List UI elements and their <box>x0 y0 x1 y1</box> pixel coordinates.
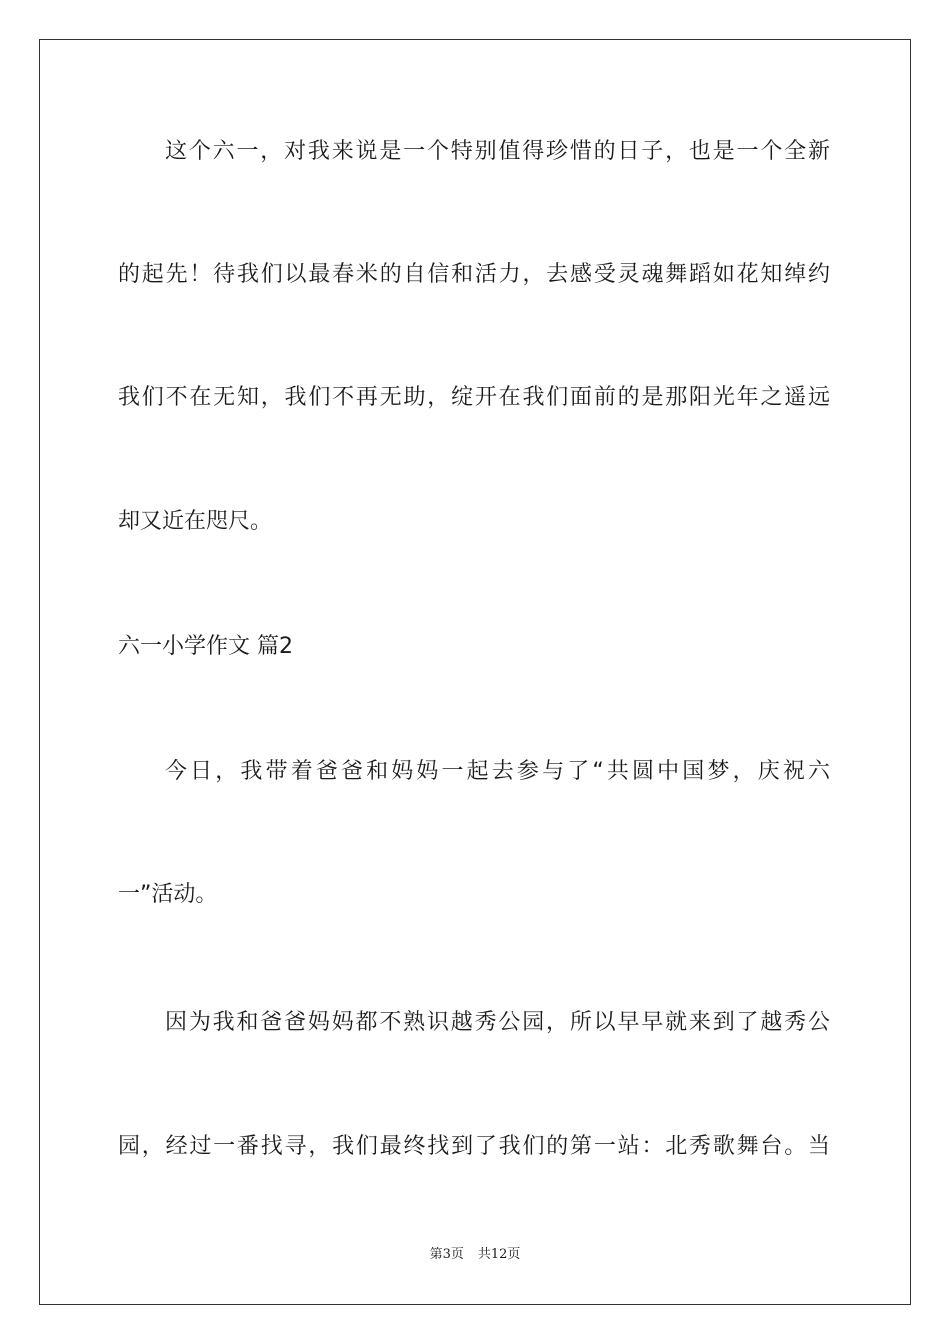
page-total: 共12页 <box>477 1247 521 1262</box>
paragraph-2-line-1: 今日，我带着爸爸和妈妈一起去参与了“共圆中国梦，庆祝六 <box>165 759 830 784</box>
paragraph-3-line-1: 因为我和爸爸妈妈都不熟识越秀公园，所以早早就来到了越秀公 <box>165 1010 830 1035</box>
paragraph-1-line-2: 的起先！待我们以最春米的自信和活力，去感受灵魂舞蹈如花知绰约 <box>118 262 830 287</box>
section-heading: 六一小学作文 篇2 <box>118 634 293 659</box>
paragraph-3-line-2: 园，经过一番找寻，我们最终找到了我们的第一站：北秀歌舞台。当 <box>118 1134 830 1159</box>
paragraph-1-line-3: 我们不在无知，我们不再无助，绽开在我们面前的是那阳光年之遥远 <box>118 385 830 410</box>
paragraph-2-line-2: 一”活动。 <box>118 882 218 907</box>
paragraph-1-line-1: 这个六一，对我来说是一个特别值得珍惜的日子，也是一个全新 <box>165 139 830 164</box>
page-footer <box>0 1246 950 1264</box>
paragraph-1-line-4: 却又近在咫尺。 <box>118 509 273 534</box>
page-number: 第3页 <box>429 1247 464 1262</box>
page-border <box>39 39 911 1305</box>
